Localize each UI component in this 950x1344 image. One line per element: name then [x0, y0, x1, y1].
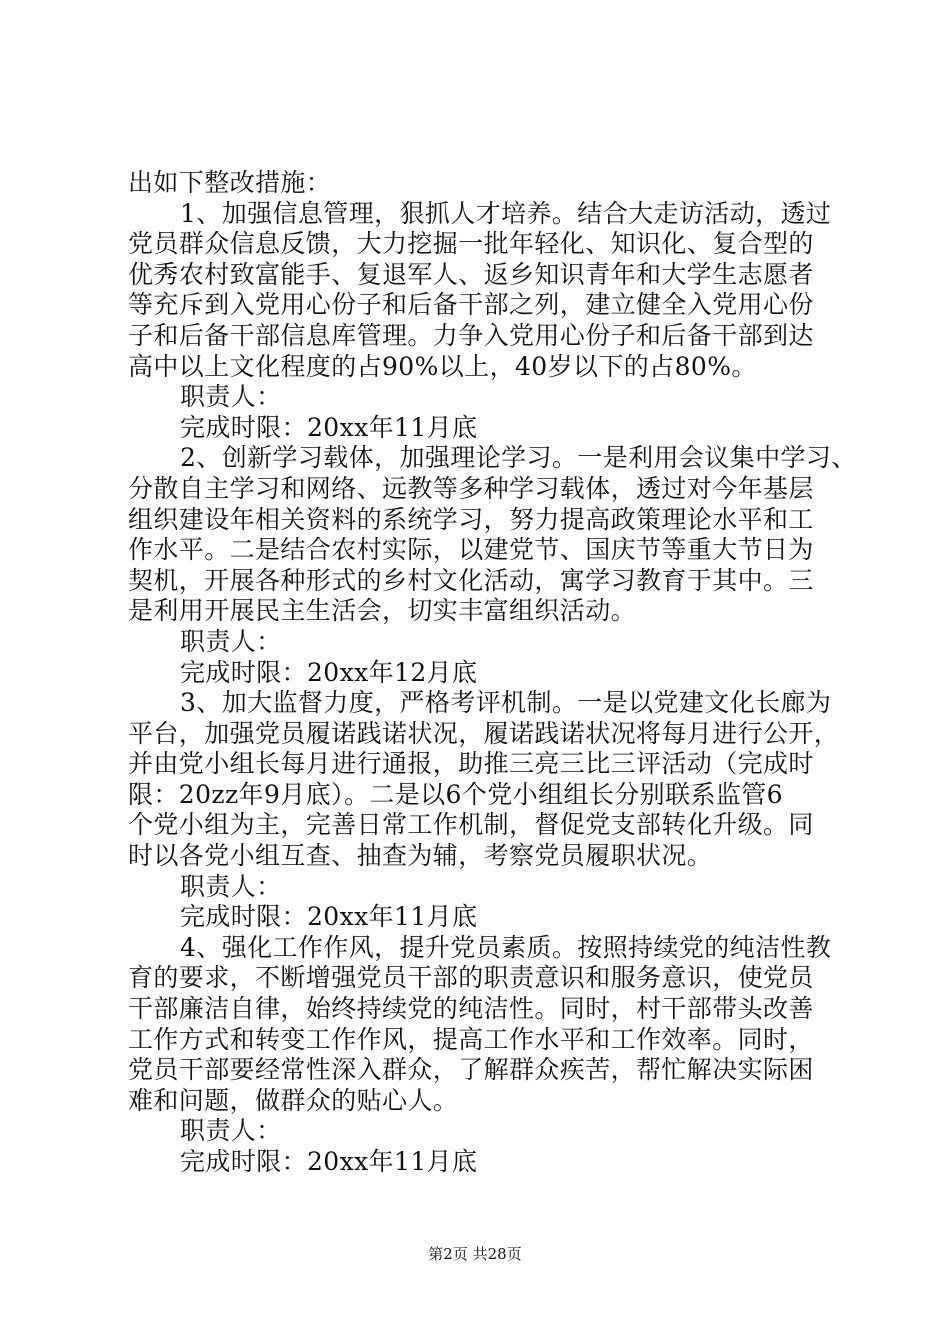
text-line: 职责人：: [180, 871, 282, 901]
document-body: [128, 168, 857, 1178]
text-line: 个党小组为主，完善日常工作机制，督促党支部转化升级。同: [128, 810, 814, 840]
text-line: 难和问题，做群众的贴心人。: [128, 1085, 459, 1115]
text-line: 完成时限：20xx年11月底: [180, 902, 478, 932]
text-line: 4、强化工作作风，提升党员素质。按照持续党的纯洁性教: [180, 932, 832, 962]
text-line: 时以各党小组互查、抽查为辅，考察党员履职状况。: [128, 841, 713, 871]
text-line: 1、加强信息管理，狠抓人才培养。结合大走访活动，透过: [180, 198, 832, 228]
text-line: 职责人：: [180, 1116, 282, 1146]
text-line: 优秀农村致富能手、复退军人、返乡知识青年和大学生志愿者: [128, 259, 814, 289]
page-footer: 第2页 共28页: [428, 1245, 522, 1263]
text-line: 完成时限：20xx年11月底: [180, 412, 478, 442]
text-line: 2、创新学习载体，加强理论学习。一是利用会议集中学习、: [180, 443, 857, 473]
text-line: 子和后备干部信息库管理。力争入党用心份子和后备干部到达: [128, 320, 814, 350]
text-line: 职责人：: [180, 626, 282, 656]
text-line: 工作方式和转变工作作风，提高工作水平和工作效率。同时，: [128, 1024, 814, 1054]
text-line: 限：20zz年9月底）。二是以6个党小组组长分别联系监管6: [128, 779, 783, 809]
text-line: 职责人：: [180, 382, 282, 412]
text-line: 党员群众信息反馈，大力挖掘一批年轻化、知识化、复合型的: [128, 229, 814, 259]
text-line: 干部廉洁自律，始终持续党的纯洁性。同时，村干部带头改善: [128, 994, 814, 1024]
text-line: 完成时限：20xx年11月底: [180, 1147, 478, 1176]
text-line: 作水平。二是结合农村实际，以建党节、国庆节等重大节日为: [128, 535, 814, 565]
text-line: 育的要求，不断增强党员干部的职责意识和服务意识，使党员: [128, 963, 814, 993]
text-line: 契机，开展各种形式的乡村文化活动，寓学习教育于其中。三: [128, 565, 814, 595]
text-line: 出如下整改措施：: [128, 168, 332, 197]
text-line: 高中以上文化程度的占90%以上，40岁以下的占80%。: [128, 351, 757, 381]
text-line: 3、加大监督力度，严格考评机制。一是以党建文化长廊为: [180, 688, 832, 718]
text-line: 组织建设年相关资料的系统学习，努力提高政策理论水平和工: [128, 504, 814, 534]
text-line: 是利用开展民主生活会，切实丰富组织活动。: [128, 596, 637, 626]
text-line: 并由党小组长每月进行通报，助推三亮三比三评活动（完成时: [128, 749, 814, 779]
text-line: 完成时限：20xx年12月底: [180, 657, 478, 687]
text-line: 等充斥到入党用心份子和后备干部之列，建立健全入党用心份: [128, 290, 814, 320]
text-line: 平台，加强党员履诺践诺状况，履诺践诺状况将每月进行公开，: [128, 718, 840, 748]
text-line: 党员干部要经常性深入群众，了解群众疾苦，帮忙解决实际困: [128, 1055, 814, 1085]
text-line: 分散自主学习和网络、远教等多种学习载体，透过对今年基层: [128, 473, 814, 503]
